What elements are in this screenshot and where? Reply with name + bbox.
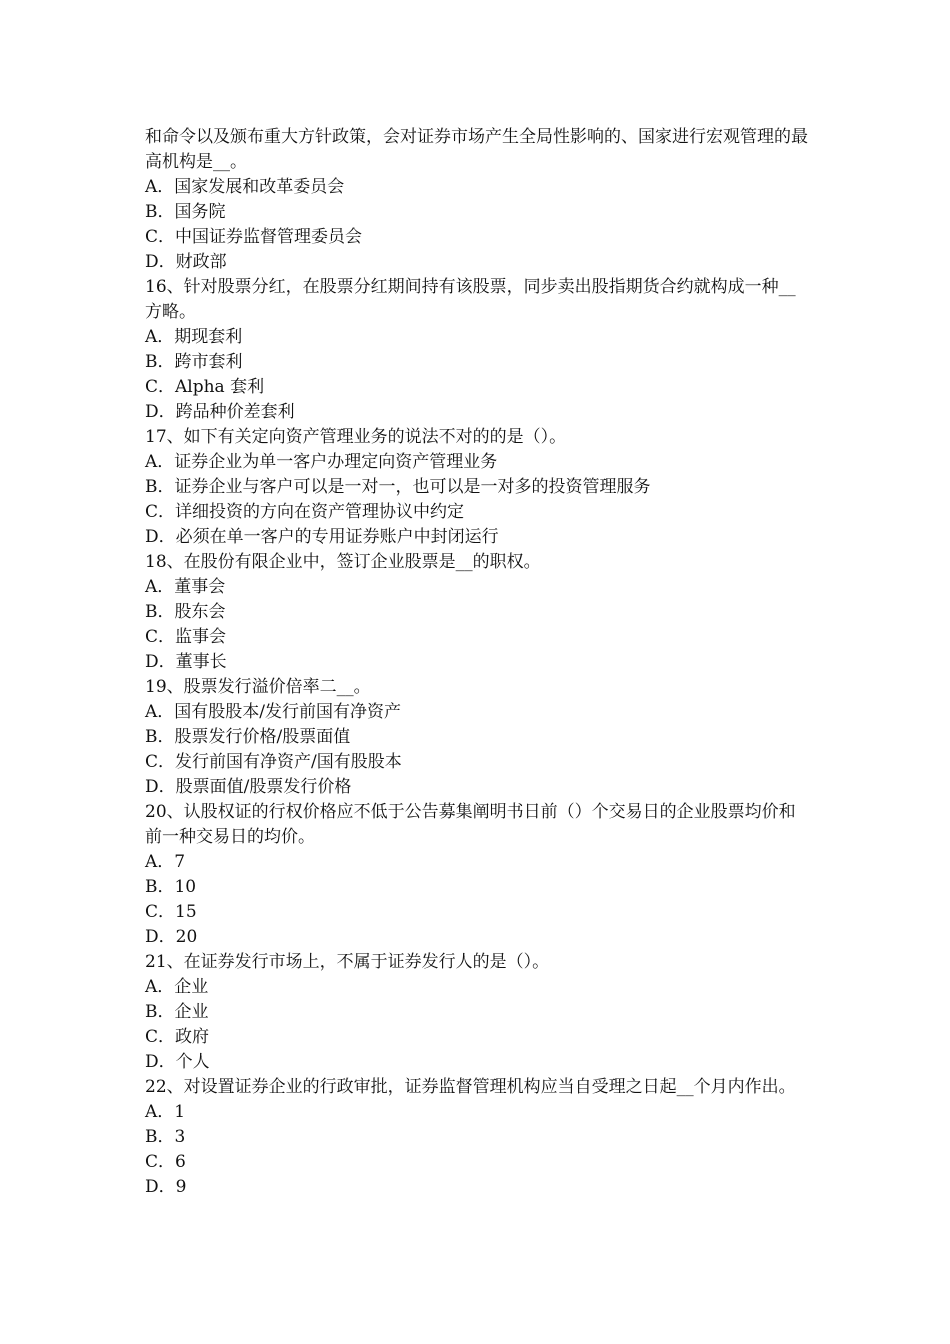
question-19-stem: 19、股票发行溢价倍率二__。	[145, 677, 371, 697]
option-c: C．监事会	[145, 627, 227, 647]
option-d: D．财政部	[145, 252, 227, 272]
option-c: C．发行前国有净资产/国有股股本	[145, 752, 402, 772]
question-20-stem: 20、认股权证的行权价格应不低于公告募集阐明书日前（）个交易日的企业股票均价和前一种交易日的均价。	[145, 802, 796, 847]
option-d: D．9	[145, 1177, 187, 1197]
option-a: A．1	[145, 1102, 186, 1122]
option-b: B．国务院	[145, 202, 226, 222]
option-b: B．企业	[145, 1002, 209, 1022]
option-d: D．股票面值/股票发行价格	[145, 777, 352, 797]
option-d: D．必须在单一客户的专用证券账户中封闭运行	[145, 527, 499, 547]
question-16-stem: 16、针对股票分红，在股票分红期间持有该股票，同步卖出股指期货合约就构成一种__方略。	[145, 277, 796, 322]
question-21-stem: 21、在证券发行市场上，不属于证券发行人的是（）。	[145, 952, 550, 972]
option-c: C．中国证券监督管理委员会	[145, 227, 363, 247]
option-d: D．跨品种价差套利	[145, 402, 295, 422]
option-b: B．跨市套利	[145, 352, 243, 372]
option-b: B．股东会	[145, 602, 226, 622]
question-18-stem: 18、在股份有限企业中，签订企业股票是__的职权。	[145, 552, 541, 572]
question-15-stem-continued: 和命令以及颁布重大方针政策，会对证券市场产生全局性影响的、国家进行宏观管理的最高机构是__。	[145, 127, 808, 172]
option-c: C．政府	[145, 1027, 210, 1047]
option-a: A．国有股股本/发行前国有净资产	[145, 702, 402, 722]
option-a: A．董事会	[145, 577, 226, 597]
option-a: A．7	[145, 852, 186, 872]
option-a: A．企业	[145, 977, 209, 997]
option-b: B．10	[145, 877, 197, 897]
option-a: A．证券企业为单一客户办理定向资产管理业务	[145, 452, 498, 472]
document-body	[145, 125, 810, 1200]
option-b: B．3	[145, 1127, 186, 1147]
option-c: C．6	[145, 1152, 186, 1172]
option-c: C．15	[145, 902, 197, 922]
question-22-stem: 22、对设置证券企业的行政审批，证券监督管理机构应当自受理之日起__个月内作出。	[145, 1077, 796, 1097]
option-d: D．个人	[145, 1052, 210, 1072]
option-a: A．期现套利	[145, 327, 243, 347]
option-c: C．详细投资的方向在资产管理协议中约定	[145, 502, 465, 522]
option-b: B．证券企业与客户可以是一对一，也可以是一对多的投资管理服务	[145, 477, 651, 497]
option-d: D．20	[145, 927, 198, 947]
question-17-stem: 17、如下有关定向资产管理业务的说法不对的的是（）。	[145, 427, 567, 447]
option-b: B．股票发行价格/股票面值	[145, 727, 351, 747]
option-a: A．国家发展和改革委员会	[145, 177, 345, 197]
option-c: C．Alpha 套利	[145, 377, 265, 397]
option-d: D．董事长	[145, 652, 227, 672]
